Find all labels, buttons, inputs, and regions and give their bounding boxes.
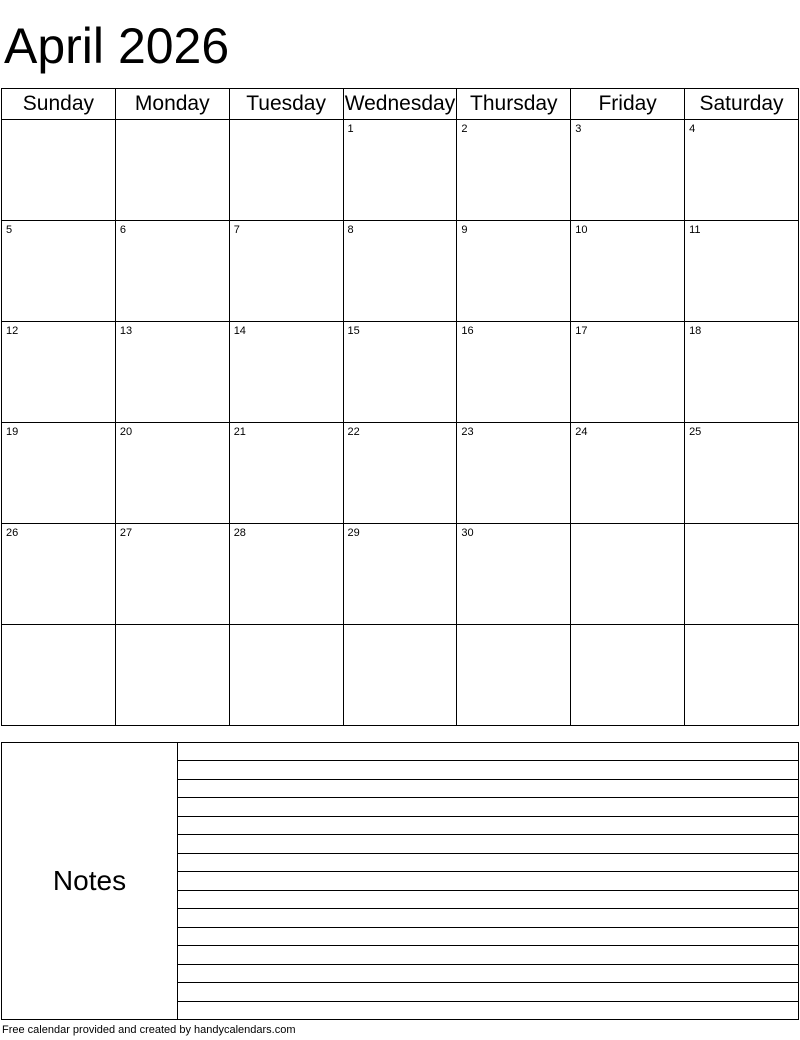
day-cell[interactable]	[685, 120, 799, 221]
week-row	[2, 423, 799, 524]
weekday-header-monday: Monday	[115, 89, 229, 120]
notes-line[interactable]	[178, 798, 798, 816]
notes-line[interactable]	[178, 965, 798, 983]
day-number: 30	[461, 527, 474, 539]
day-number	[2, 120, 115, 123]
day-number: 13	[119, 325, 133, 337]
day-number: 21	[233, 426, 246, 438]
month-grid	[1, 88, 799, 726]
day-number: 11	[689, 224, 701, 236]
day-number	[685, 524, 798, 527]
day-cell[interactable]	[343, 221, 457, 322]
day-cell[interactable]	[115, 625, 229, 726]
notes-line[interactable]	[178, 983, 798, 1001]
day-number: 8	[347, 224, 354, 236]
day-number: 19	[6, 426, 19, 438]
weekday-header-saturday: Saturday	[685, 89, 799, 120]
day-number: 10	[575, 224, 588, 236]
day-cell[interactable]	[229, 221, 343, 322]
week-row	[2, 625, 799, 726]
day-cell[interactable]	[343, 524, 457, 625]
weekday-header-friday: Friday	[571, 89, 685, 120]
notes-line[interactable]	[178, 817, 798, 835]
weekday-header-row	[2, 89, 799, 120]
day-number: 25	[689, 426, 702, 438]
day-cell[interactable]	[457, 625, 571, 726]
day-cell[interactable]	[115, 221, 229, 322]
day-cell[interactable]	[229, 322, 343, 423]
notes-line[interactable]	[178, 761, 798, 779]
day-cell[interactable]	[115, 120, 229, 221]
notes-section	[1, 742, 799, 1020]
day-cell[interactable]	[343, 625, 457, 726]
day-cell[interactable]	[2, 120, 116, 221]
week-row	[2, 120, 799, 221]
weekday-header-wednesday: Wednesday	[343, 89, 457, 120]
day-cell[interactable]	[685, 524, 799, 625]
day-number: 15	[347, 325, 360, 337]
notes-line[interactable]	[178, 891, 798, 909]
day-number	[571, 524, 684, 527]
day-number: 4	[689, 123, 696, 135]
weekday-header-tuesday: Tuesday	[229, 89, 343, 120]
footer-credit: Free calendar provided and created by handycalendars.com	[2, 1024, 296, 1036]
day-cell[interactable]	[229, 423, 343, 524]
day-number: 3	[575, 123, 582, 135]
day-cell[interactable]	[343, 423, 457, 524]
day-cell[interactable]	[229, 524, 343, 625]
day-cell[interactable]	[457, 322, 571, 423]
day-cell[interactable]	[571, 221, 685, 322]
day-cell[interactable]	[457, 524, 571, 625]
day-cell[interactable]	[571, 625, 685, 726]
day-number	[230, 120, 343, 123]
notes-line[interactable]	[178, 928, 798, 946]
day-cell[interactable]	[343, 120, 457, 221]
day-cell[interactable]	[685, 322, 799, 423]
notes-line[interactable]	[178, 1002, 798, 1019]
notes-line[interactable]	[178, 872, 798, 890]
day-cell[interactable]	[2, 221, 116, 322]
day-number: 1	[347, 123, 354, 135]
day-number: 22	[347, 426, 360, 438]
week-row	[2, 524, 799, 625]
day-number: 23	[461, 426, 474, 438]
day-number: 16	[461, 325, 474, 337]
day-number: 20	[119, 426, 133, 438]
day-number: 5	[6, 224, 13, 236]
day-cell[interactable]	[457, 120, 571, 221]
day-number	[2, 625, 115, 628]
day-cell[interactable]	[343, 322, 457, 423]
notes-line[interactable]	[178, 946, 798, 964]
day-number: 2	[461, 123, 468, 135]
day-number: 24	[575, 426, 588, 438]
notes-line[interactable]	[178, 780, 798, 798]
week-row	[2, 322, 799, 423]
notes-lines[interactable]	[178, 743, 798, 1019]
day-cell[interactable]	[457, 423, 571, 524]
day-cell[interactable]	[457, 221, 571, 322]
day-number	[344, 625, 457, 628]
day-cell[interactable]	[2, 423, 116, 524]
day-cell[interactable]	[571, 423, 685, 524]
day-cell[interactable]	[2, 625, 116, 726]
notes-line[interactable]	[178, 835, 798, 853]
day-number: 17	[575, 325, 588, 337]
title-month: April	[4, 18, 105, 74]
day-cell[interactable]	[685, 625, 799, 726]
day-cell[interactable]	[2, 524, 116, 625]
day-cell[interactable]	[115, 322, 229, 423]
day-number: 18	[689, 325, 702, 337]
day-cell[interactable]	[685, 423, 799, 524]
week-row	[2, 221, 799, 322]
notes-line[interactable]	[178, 743, 798, 761]
day-number	[230, 625, 343, 628]
title-year: 2026	[117, 18, 230, 74]
day-number: 6	[119, 224, 126, 236]
day-cell[interactable]	[571, 120, 685, 221]
day-cell[interactable]	[685, 221, 799, 322]
day-number	[457, 625, 570, 628]
weekday-header-thursday: Thursday	[457, 89, 571, 120]
day-number: 9	[461, 224, 468, 236]
day-cell[interactable]	[115, 524, 229, 625]
day-cell[interactable]	[571, 322, 685, 423]
day-number: 12	[6, 325, 19, 337]
notes-line[interactable]	[178, 854, 798, 872]
day-number: 7	[233, 224, 240, 236]
notes-line[interactable]	[178, 909, 798, 927]
page-title	[4, 18, 229, 74]
day-number: 27	[119, 527, 133, 539]
day-number	[116, 120, 229, 123]
notes-label: Notes	[2, 743, 178, 1019]
day-number: 26	[6, 527, 19, 539]
day-number: 28	[233, 527, 246, 539]
day-number	[116, 625, 229, 628]
weekday-header-sunday: Sunday	[2, 89, 116, 120]
day-number	[571, 625, 684, 628]
day-number: 29	[347, 527, 360, 539]
day-number	[685, 625, 798, 628]
day-cell[interactable]	[229, 120, 343, 221]
day-cell[interactable]	[571, 524, 685, 625]
day-number: 14	[233, 325, 246, 337]
day-cell[interactable]	[2, 322, 116, 423]
day-cell[interactable]	[229, 625, 343, 726]
day-cell[interactable]	[115, 423, 229, 524]
